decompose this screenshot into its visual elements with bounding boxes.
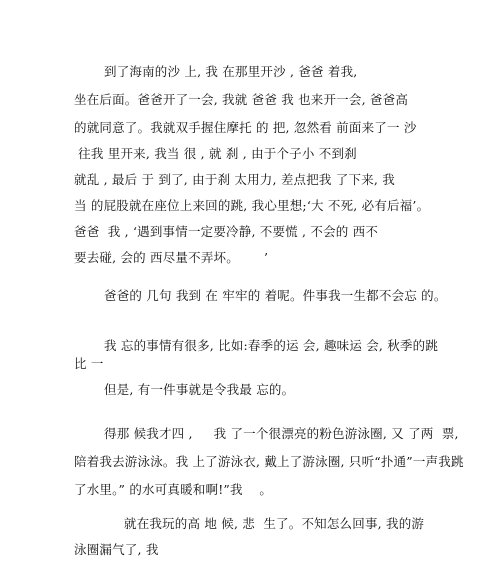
text-line: 得那 候我才四 , 我 了一个很漂亮的粉色游泳圈, 又 了两 票,: [104, 426, 459, 441]
text-line: 坐在后面。爸爸开了一会, 我就 爸爸 我 也来开一会, 爸爸高: [74, 92, 409, 107]
text-line: 当 的屁股就在座位上来回的跳, 我心里想;‘大 不死, 必有后福’。: [74, 198, 430, 213]
text-line: 就乱 , 最后 于 到了, 由于刹 太用力, 差点把我 了下来, 我: [74, 172, 395, 187]
text-line: 泳圈漏气了, 我: [74, 542, 159, 557]
text-line: 比 一: [74, 356, 104, 371]
text-line: 爸爸的 几句 我到 在 牢牢的 着呢。件事我一生都不会忘 的。: [104, 288, 447, 303]
text-line: 但是, 有一件事就是令我最 忘的。: [104, 382, 295, 397]
text-line: 到了海南的沙 上, 我 在那里开沙 , 爸爸 着我,: [104, 64, 358, 79]
text-line: 我 忘的事情有很多, 比如:春季的运 会, 趣味运 会, 秋季的跳: [104, 338, 439, 353]
text-line: 了水里。” 的水可真暖和啊!”我 。: [74, 482, 273, 497]
text-line: 爸爸 我 , ‘遇到事情一定要冷静, 不要慌 , 不会的 西不: [74, 224, 379, 239]
text-line: 的就同意了。我就双手握住摩托 的 把, 忽然看 前面来了一 沙: [74, 120, 417, 135]
text-line: 就在我玩的高 地 候, 悲 生了。不知怎么回事, 我的游: [124, 516, 425, 531]
text-line: 要去碰, 会的 西尽量不弄坏。 ’: [74, 250, 269, 265]
text-line: 往我 里开来, 我当 很 , 就 刹 , 由于个子小 不到刹: [74, 146, 357, 161]
text-line: 陪着我去游泳泳。我 上了游泳衣, 戴上了游泳圈, 只听“扑通”一声我跳: [74, 454, 464, 469]
